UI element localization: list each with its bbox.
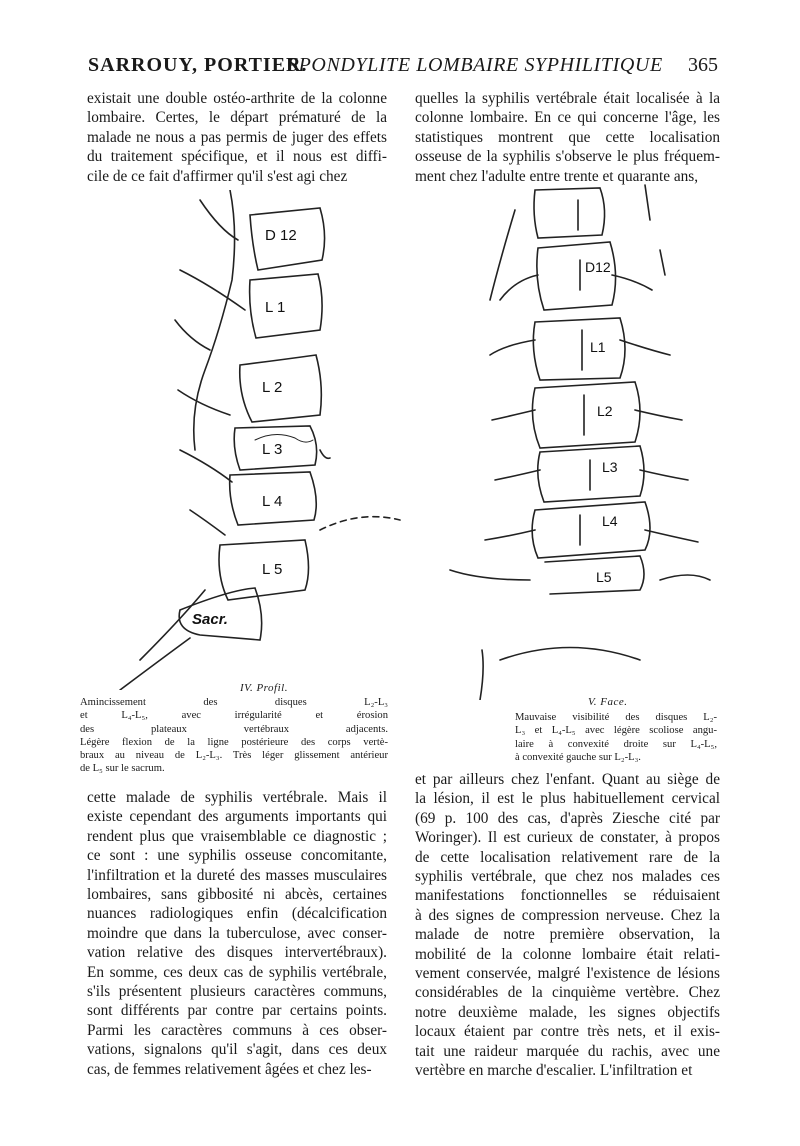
text-line: vations, signalons qu'il s'agit, dans ces deux (87, 1041, 387, 1059)
label-l1: L 1 (265, 299, 286, 316)
text-line: de cette localisation relativement rare de la (415, 848, 720, 866)
label-l4-frontal: L4 (602, 513, 618, 529)
label-l1-frontal: L1 (590, 339, 606, 355)
text-line: cette malade de syphilis vertébrale. Mais il (87, 789, 387, 806)
text-line: rendent plus que vraisemblable ce diagnostic ; (87, 827, 387, 845)
text-line: à des signes de compression nerveuse. Chez la (415, 906, 720, 924)
text-line: ment chez l'adulte entre trente et quarante ans, (415, 167, 699, 185)
text-line: vation relative des disques intervertébraux). (87, 944, 387, 962)
text-line: et par ailleurs chez l'enfant. Quant au siège de (415, 771, 720, 788)
text-line: En somme, ces deux cas de syphilis vertébrale, (87, 963, 387, 981)
text-line: l'infiltration et la dureté des masses musculaires (87, 866, 387, 884)
text-line: moindre que dans la tuberculose, avec conser- (87, 924, 387, 942)
text-line: malade de notre première observation, la (415, 926, 720, 944)
text-line: de L₅ sur le sacrum. (80, 763, 165, 775)
figure-frontal-spine (420, 180, 720, 700)
text-line: des plateaux vertébraux adjacents. (80, 723, 388, 735)
text-line: manifestations fonctionnelles se réduisaient (415, 887, 720, 905)
text-line: vement conservée, malgré l'existence de lésions (415, 965, 720, 983)
text-column-top-left (87, 89, 387, 186)
text-line: ce sont : une syphilis osseuse concomitante, (87, 847, 387, 865)
text-line: osseuse de la syphilis s'observe le plus fréquem- (415, 148, 720, 166)
text-line: braux au niveau de L₂-L₃. Très léger glissement antérieur (80, 750, 388, 762)
text-line: mobilité de la colonne lombaire était relati- (415, 945, 720, 963)
label-l4: L 4 (262, 493, 283, 510)
text-line: quelles la syphilis vertébrale était localisée à la (415, 90, 720, 107)
label-d12: D 12 (265, 227, 297, 244)
text-line: syphilis vertébrale, que chez nos malades ces (415, 868, 720, 886)
text-line: Parmi les caractères communs à ces obser- (87, 1021, 387, 1039)
text-line: Légère flexion de la ligne postérieure des corps vertè- (80, 736, 388, 748)
text-line: sont différents par contre par certains points. (87, 1002, 387, 1020)
text-line: Mauvaise visibilité des disques L₂- (515, 712, 717, 723)
figure-left-caption-title: IV. Profil. (240, 682, 288, 694)
text-line: existe cependant des arguments importants qui (87, 808, 387, 826)
label-l5-frontal: L5 (596, 569, 612, 585)
running-header (40, 52, 770, 82)
text-line: vertèbre en marche d'escalier. L'infiltration et (415, 1062, 693, 1080)
text-line: locaux étaient par contre très nets, et il exis- (415, 1023, 720, 1041)
label-l2: L 2 (262, 379, 283, 396)
header-authors: SARROUY, PORTIER. (88, 54, 308, 76)
text-line: tait une raideur marquée du rachis, avec une (415, 1042, 720, 1060)
text-line: existait une double ostéo-arthrite de la colonne (87, 90, 387, 107)
text-line: nuances radiologiques enfin (décalcification (87, 905, 387, 923)
text-line: à convexité gauche sur L₂-L₃. (515, 751, 641, 763)
page-number: 365 (688, 54, 718, 76)
text-line: (69 p. 100 des cas, d'après Ziesche cité par (415, 809, 720, 827)
label-d12-frontal: D12 (585, 259, 611, 275)
text-line: cile de ce fait d'affirmer qu'il s'est agi chez (87, 167, 348, 185)
text-line: cas, de femmes relativement âgées et chez les- (87, 1060, 372, 1078)
text-line: Woringer). Il est curieux de constater, à propos (415, 829, 720, 847)
label-sacrum: Sacr. (192, 611, 228, 628)
label-l5: L 5 (262, 561, 283, 578)
figure-right-caption-title: V. Face. (588, 696, 628, 708)
text-line: la lésion, il est le plus habituellement cervical (415, 790, 720, 808)
label-l2-frontal: L2 (597, 403, 613, 419)
text-line: lombaire. Certes, le départ prématuré de la (87, 109, 387, 127)
label-l3: L 3 (262, 441, 283, 458)
text-line: L₃ et L₄-L₅ avec légère scoliose angu- (515, 725, 717, 737)
text-line: considérables de la cinquième vertèbre. Chez (415, 984, 720, 1002)
text-line: statistiques montrent que cette localisation (415, 128, 720, 146)
text-line: laire à convexité droite sur L₄-L₅, (515, 738, 717, 750)
text-line: Amincissement des disques L₂-L₃ (80, 697, 388, 708)
text-column-bottom-left (87, 788, 387, 1079)
figure-left-caption (80, 696, 388, 776)
text-line: notre deuxième malade, les signes objectifs (415, 1003, 720, 1021)
text-column-bottom-right (415, 770, 720, 1081)
figure-profile-spine (80, 190, 410, 690)
text-line: du traitement spécifique, et il nous est diffi- (87, 148, 387, 166)
header-title: SPONDYLITE LOMBAIRE SYPHILITIQUE (288, 54, 663, 76)
text-line: colonne lombaire. En ce qui concerne l'âge, les (415, 109, 720, 127)
text-line: s'ils présentent plusieurs caractères communs, (87, 983, 387, 1001)
label-l3-frontal: L3 (602, 459, 618, 475)
text-line: malade ne nous a pas permis de juger des effets (87, 128, 387, 146)
text-column-top-right (415, 89, 720, 186)
text-line: lombaires, sans gibbosité ni abcès, certaines (87, 886, 387, 904)
figure-right-caption (515, 711, 717, 764)
text-line: et L₄-L₅, avec irrégularité et érosion (80, 710, 388, 722)
